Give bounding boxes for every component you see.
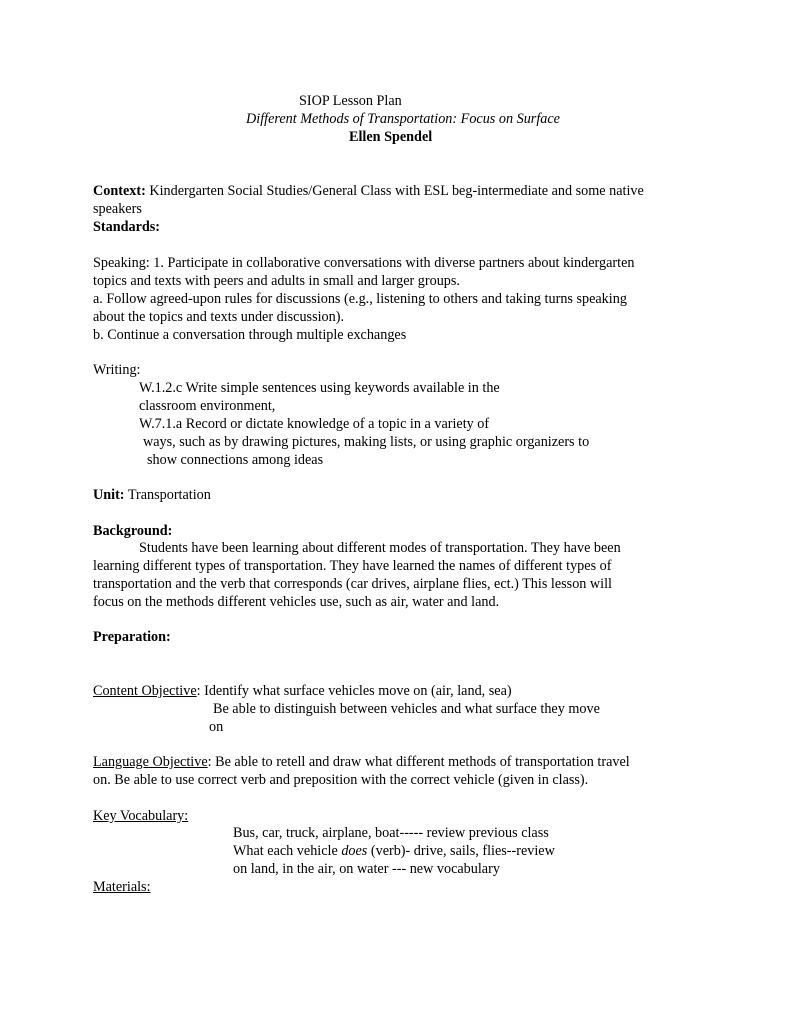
- key-vocabulary-label: Key Vocabulary:: [93, 808, 189, 824]
- standards-heading: [93, 219, 160, 236]
- standards-label: Standards:: [93, 219, 161, 235]
- unit-value: Transportation: [124, 487, 211, 503]
- background-heading: [93, 523, 172, 540]
- key-vocabulary-line: Bus, car, truck, airplane, boat----- review previous class: [233, 825, 549, 841]
- key-vocabulary-text: (verb)- drive, sails, flies--review: [367, 843, 555, 859]
- lesson-title-text: Different Methods of Transportation: Focus on Surface: [246, 111, 560, 127]
- content-objective-line: Be able to distinguish between vehicles and what surface they move: [213, 701, 600, 717]
- content-objective-line: on: [209, 719, 224, 735]
- materials-label: Materials:: [93, 879, 151, 895]
- background-line: learning different types of transportation. They have learned the names of different types of: [93, 558, 612, 574]
- content-objective-label: Content Objective: [93, 683, 197, 699]
- speaking-standard-line: Speaking: 1. Participate in collaborative conversations with diverse partners about kindergarten: [93, 255, 635, 271]
- speaking-standard-line: b. Continue a conversation through multiple exchanges: [93, 327, 407, 343]
- author-name-text: Ellen Spendel: [349, 129, 433, 145]
- writing-standard-line: ways, such as by drawing pictures, making lists, or using graphic organizers to: [143, 434, 590, 450]
- unit-line: [93, 487, 211, 504]
- preparation-heading: [93, 629, 171, 646]
- key-vocabulary-line: [233, 843, 555, 860]
- writing-standard-line: show connections among ideas: [147, 452, 324, 468]
- content-objective-line: [93, 683, 512, 700]
- background-line: transportation and the verb that corresponds (car drives, airplane flies, ect.) This lesson will: [93, 576, 613, 592]
- key-vocabulary-line: on land, in the air, on water --- new vocabulary: [233, 861, 500, 877]
- content-objective-text: : Identify what surface vehicles move on (air, land, sea): [196, 683, 512, 699]
- language-objective-line: on. Be able to use correct verb and preposition with the correct vehicle (given in class).: [93, 772, 589, 788]
- speaking-standard-line: topics and texts with peers and adults in small and larger groups.: [93, 273, 460, 289]
- lesson-title: [246, 111, 560, 128]
- speaking-standard-line: a. Follow agreed-upon rules for discussions (e.g., listening to others and taking turns speaking: [93, 291, 627, 307]
- key-vocabulary-emphasis: does: [341, 843, 368, 859]
- context-text-continued: speakers: [93, 201, 142, 217]
- context-label: Context:: [93, 183, 146, 199]
- background-line: focus on the methods different vehicles use, such as air, water and land.: [93, 594, 500, 610]
- preparation-label: Preparation:: [93, 629, 171, 645]
- language-objective-label: Language Objective: [93, 754, 208, 770]
- document-type: SIOP Lesson Plan: [299, 93, 402, 109]
- language-objective-line: [93, 754, 630, 771]
- context-line: [93, 183, 644, 200]
- background-line: Students have been learning about different modes of transportation. They have been: [139, 540, 621, 556]
- unit-label: Unit:: [93, 487, 125, 503]
- key-vocabulary-text: What each vehicle: [233, 843, 342, 859]
- writing-standard-line: classroom environment,: [139, 398, 276, 414]
- author-name: [349, 129, 432, 146]
- writing-label: Writing:: [93, 362, 141, 378]
- language-objective-text: : Be able to retell and draw what different methods of transportation travel: [207, 754, 630, 770]
- context-text: Kindergarten Social Studies/General Class with ESL beg-intermediate and some native: [145, 183, 644, 199]
- writing-standard-line: W.7.1.a Record or dictate knowledge of a topic in a variety of: [139, 416, 490, 432]
- writing-standard-line: W.1.2.c Write simple sentences using keywords available in the: [139, 380, 500, 396]
- materials-heading: [93, 879, 151, 896]
- key-vocabulary-heading: [93, 808, 188, 825]
- background-label: Background:: [93, 523, 173, 539]
- speaking-standard-line: about the topics and texts under discussion).: [93, 309, 344, 325]
